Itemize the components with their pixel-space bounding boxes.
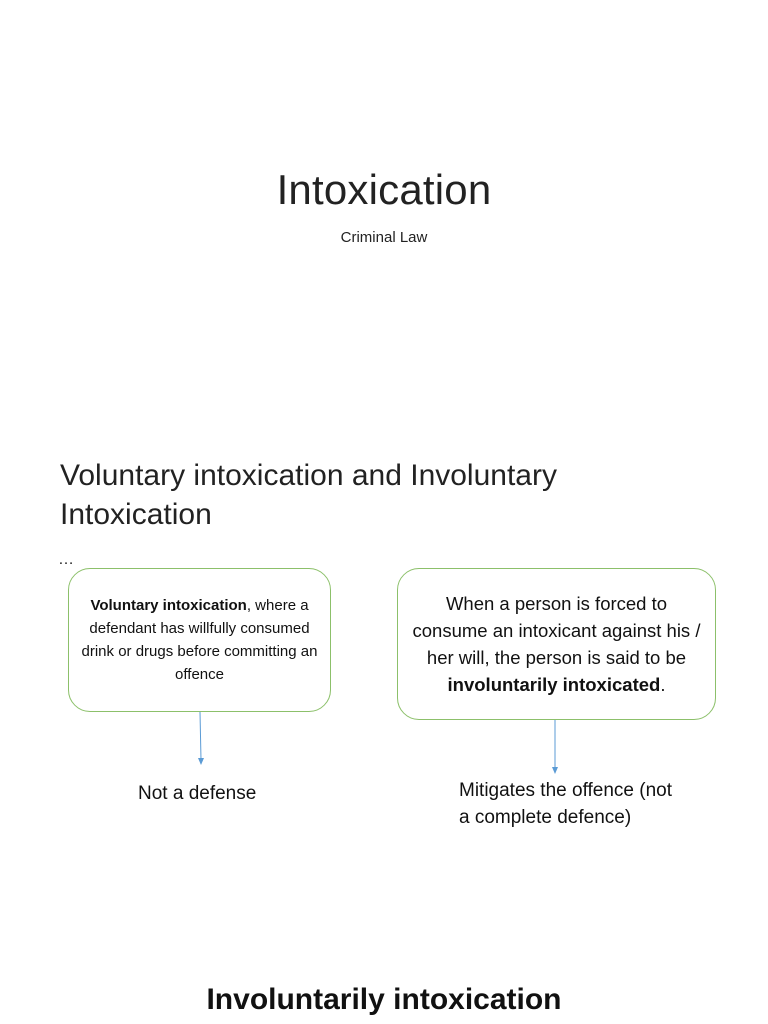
involuntary-box-text: [410, 590, 703, 698]
voluntary-box-text: [79, 594, 320, 686]
slide3-heading: Involuntarily intoxication: [206, 983, 562, 1016]
slide-title: Intoxication: [276, 166, 492, 213]
slide-subtitle: Criminal Law: [340, 229, 428, 246]
right-arrow: [552, 720, 558, 774]
involuntary-intoxication-box: [397, 568, 716, 720]
left-arrow: [198, 712, 204, 765]
voluntary-term: Voluntary intoxication: [90, 597, 247, 614]
voluntary-intoxication-box: [68, 568, 331, 712]
voluntary-description: , where a defendant has willfully consumed drink or drugs before committing an offence: [81, 597, 318, 683]
section-heading: Voluntary intoxication and Involuntary Intoxication: [60, 459, 557, 531]
involuntary-term: involuntarily intoxicated: [447, 674, 661, 695]
ellipsis-text: …: [58, 551, 74, 568]
involuntary-result-text: Mitigates the offence (not a complete defence): [459, 780, 672, 828]
involuntary-description: When a person is forced to consume an intoxicant against his / her will, the person is said to be: [412, 593, 701, 668]
voluntary-result-text: Not a defense: [138, 783, 257, 804]
involuntary-period: .: [660, 674, 666, 695]
